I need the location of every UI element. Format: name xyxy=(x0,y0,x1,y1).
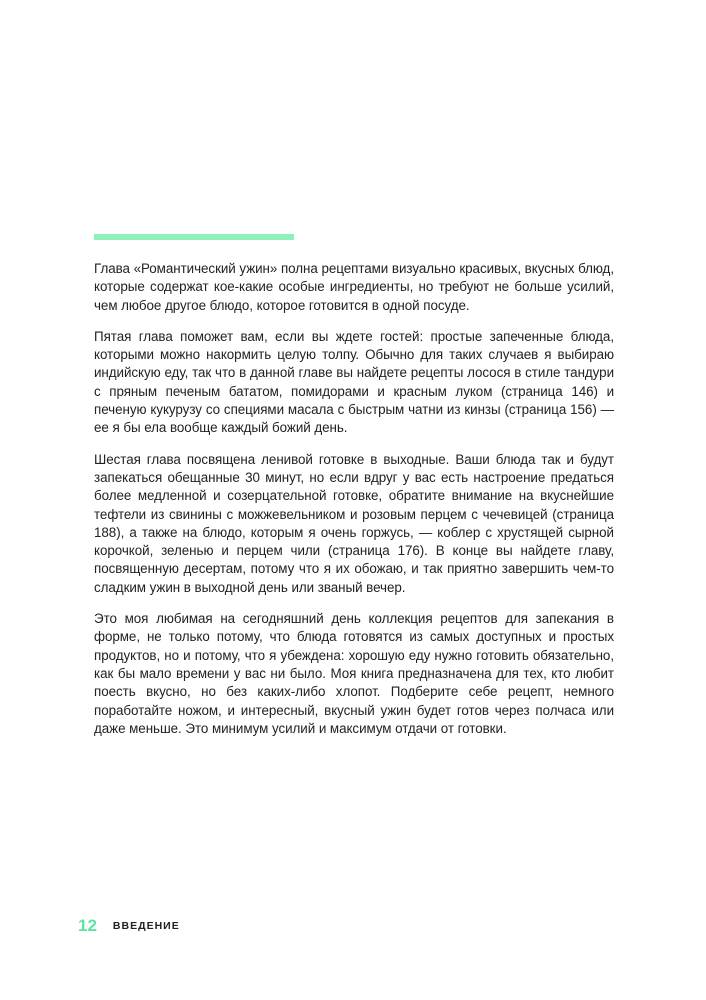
paragraph: Шестая глава посвящена ленивой готовке в выходные. Ваши блюда так и будут запекаться обещанные 30 минут, но если вдруг у вас есть настроение предаться более медленной и созерцательной готовке, обратите внимание на вкуснейшие тефтели из свинины с можжевельником и розовым перцем с чечевицей (страница 188), а также на блюдо, которым я очень горжусь, — коблер с хрустящей сырной корочкой, зеленью и перцем чили (страница 176). В конце вы найдете главу, посвященную десертам, потому что я их обожаю, и так приятно завершить чем-то сладким ужин в выходной день или званый вечер. xyxy=(94,451,614,595)
paragraph: Это моя любимая на сегодняшний день коллекция рецептов для запекания в форме, не только потому, что блюда готовятся из самых доступных и простых продуктов, но и потому, что я убеждена: хорошую еду нужно готовить обязательно, как бы мало времени у вас ни было. Моя книга предназначена для тех, кто любит поесть вкусно, но без каких-либо хлопот. Подберите себе рецепт, немного поработайте ножом, и интересный, вкусный ужин будет готов через полчаса или даже меньше. Это минимум усилий и максимум отдачи от готовки. xyxy=(94,611,614,736)
page-number: 12 xyxy=(78,916,97,935)
page-footer xyxy=(78,914,180,938)
section-label: ВВЕДЕНИЕ xyxy=(112,920,180,932)
paragraph: Глава «Романтический ужин» полна рецептами визуально красивых, вкусных блюд, которые содержат кое-какие особые ингредиенты, но требуют не больше усилий, чем любое другое блюдо, которое готовится в одной посуде. xyxy=(94,261,614,313)
body-text xyxy=(94,260,614,751)
accent-bar xyxy=(94,234,294,240)
paragraph: Пятая глава поможет вам, если вы ждете гостей: простые запеченные блюда, которыми можно накормить целую толпу. Обычно для таких случаев я выбираю индийскую еду, так что в данной главе вы найдете рецепты лосося в стиле тандури с пряным печеным бататом, помидорами и красным луком (страница 146) и печеную кукурузу со специями масала с быстрым чатни из кинзы (страница 156) — ее я бы ела вообще каждый божий день. xyxy=(94,328,614,436)
